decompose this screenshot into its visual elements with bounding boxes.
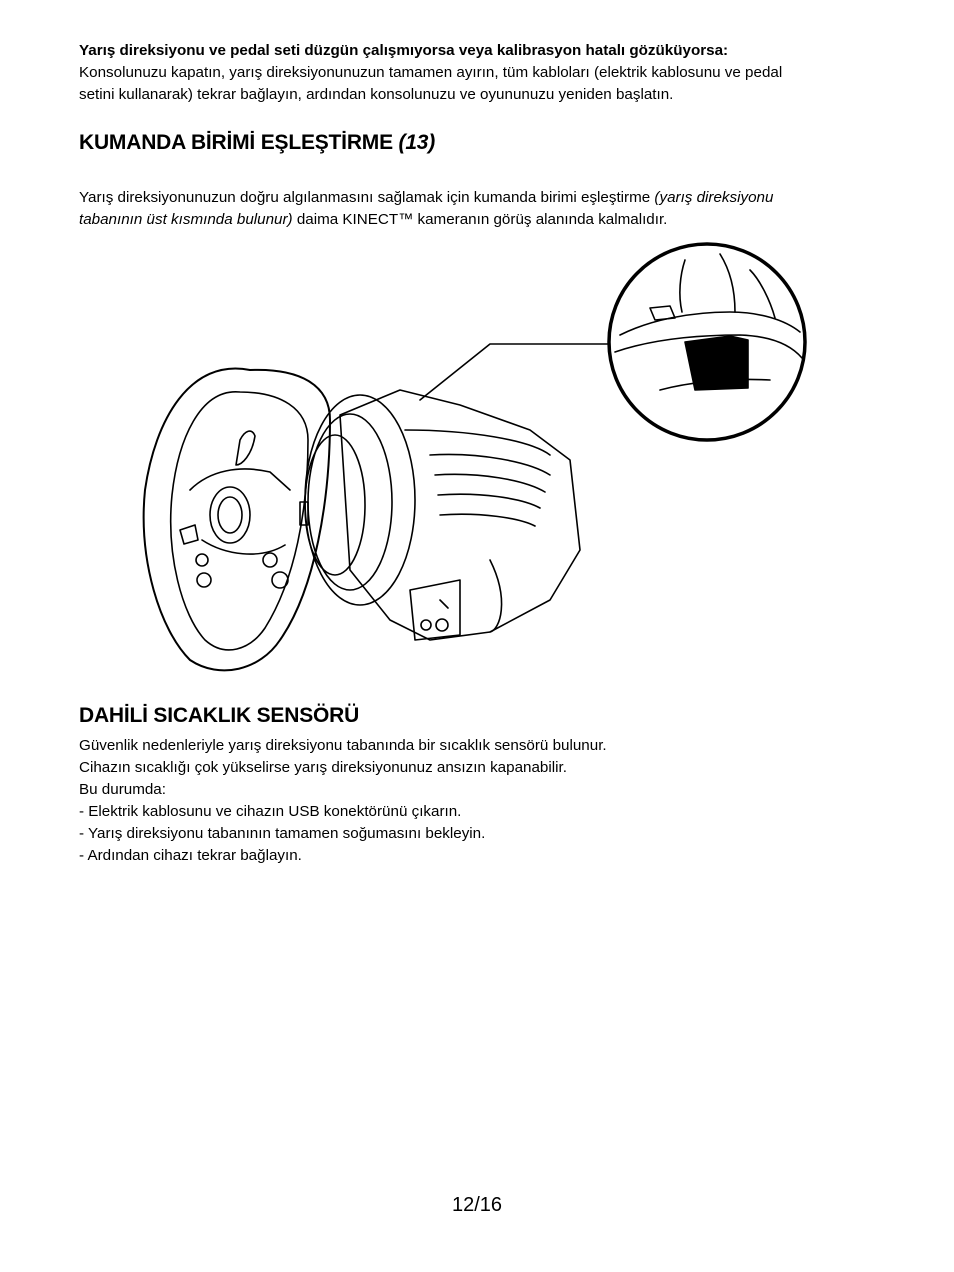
wheel-base: [340, 390, 580, 640]
pairing-text-italic: (yarış direksiyonu tabanının üst kısmında bulunur): [79, 189, 774, 228]
page-number: 12/16: [451, 1194, 503, 1216]
section-title-temperature: DAHİLİ SICAKLIK SENSÖRÜ: [79, 704, 360, 727]
temperature-step: - Ardından cihazı tekrar bağlayın.: [79, 847, 302, 864]
pairing-paragraph: [79, 187, 839, 231]
temperature-step: - Elektrik kablosunu ve cihazın USB konektörünü çıkarın.: [79, 803, 462, 820]
intro-line-1: Konsolunuzu kapatın, yarış direksiyonunuzun tamamen ayırın, tüm kabloları (elektrik kablosunu ve pedal: [79, 64, 783, 81]
racing-wheel-illustration: [130, 240, 820, 690]
temperature-line: Bu durumda:: [79, 781, 166, 798]
zoom-detail: [615, 254, 802, 390]
pairing-text-1: Yarış direksiyonunuzun doğru algılanmasını sağlamak için kumanda birimi eşleştirme: [79, 189, 655, 206]
pairing-title-text: KUMANDA BİRİMİ EŞLEŞTİRME: [79, 131, 393, 154]
section-title-pairing: [79, 131, 435, 155]
intro-lead: Yarış direksiyonu ve pedal seti düzgün çalışmıyorsa veya kalibrasyon hatalı gözüküyorsa:: [79, 42, 729, 59]
callout-line: [420, 344, 608, 400]
temperature-line: Cihazın sıcaklığı çok yükselirse yarış direksiyonunuz ansızın kapanabilir.: [79, 759, 567, 776]
pairing-text-2: daima KINECT™ kameranın görüş alanında kalmalıdır.: [292, 211, 668, 228]
intro-block: [79, 40, 849, 106]
temperature-line: Güvenlik nedenleriyle yarış direksiyonu tabanında bir sıcaklık sensörü bulunur.: [79, 737, 607, 754]
temperature-step: - Yarış direksiyonu tabanının tamamen soğumasını bekleyin.: [79, 825, 486, 842]
pairing-title-ref: (13): [398, 131, 436, 154]
intro-line-2: setini kullanarak) tekrar bağlayın, ardından konsolunuzu ve oyununuzu yeniden başlatın.: [79, 86, 674, 103]
steering-wheel: [144, 369, 330, 671]
temperature-block: [79, 735, 849, 867]
wheel-shaft: [305, 395, 415, 605]
